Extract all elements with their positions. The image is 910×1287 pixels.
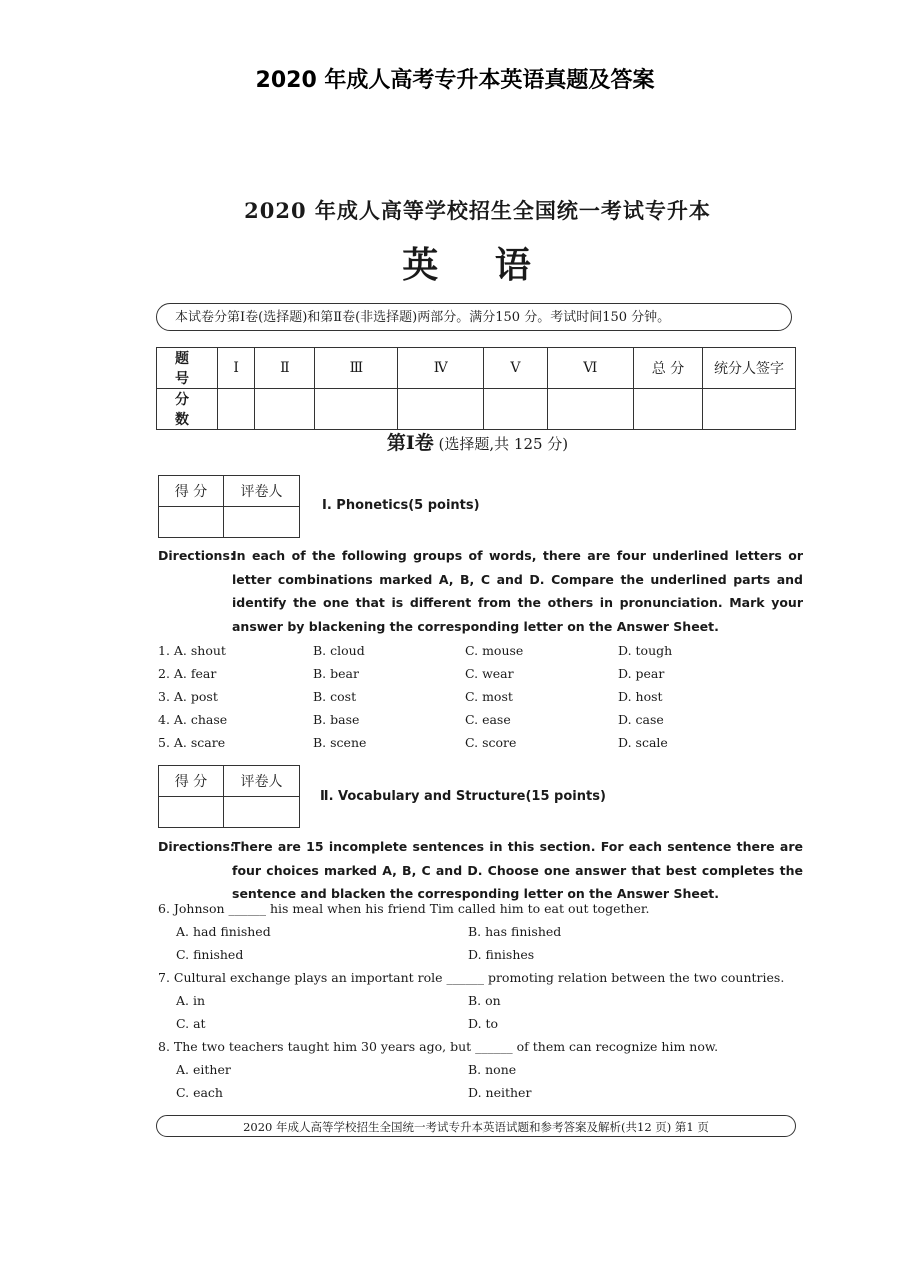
grader-reviewer-cell[interactable] [224,797,300,828]
exam-notice: 本试卷分第Ⅰ卷(选择题)和第Ⅱ卷(非选择题)两部分。满分150 分。考试时间150 分钟。 [156,303,792,331]
score-cell: Ⅵ [547,348,633,389]
question-row [158,731,803,754]
option: C. score [465,735,517,750]
score-table [156,347,796,430]
option: C. finished [176,947,244,962]
section-phonetics-heading: Ⅰ. Phonetics(5 points) [322,498,480,513]
grader-score-label: 得 分 [159,766,224,797]
option: B. none [468,1062,517,1077]
grader-score-cell[interactable] [159,507,224,538]
part-one-title [150,428,805,455]
option: B. base [313,712,360,727]
directions-text: In each of the following groups of words, there are four underlined letters or letter combinations marked A, B, C and D. Compare the underlined parts and identify the one that is different from the others in pronunciation. Mark your answer by blackening the corresponding letter on the Answer Sheet. [232,548,803,634]
score-cell: Ⅰ [218,348,255,389]
option: 2. A. fear [158,666,217,681]
option: C. ease [465,712,511,727]
question-row [158,685,803,708]
grader-box-1 [158,475,300,538]
score-input-cell[interactable] [315,389,398,430]
scanned-exam-page [150,185,805,1145]
option: C. wear [465,666,514,681]
option: D. neither [468,1085,532,1100]
grader-reviewer-cell[interactable] [224,507,300,538]
score-cell: 统分人签字 [703,348,796,389]
score-input-cell[interactable] [547,389,633,430]
option: C. each [176,1085,223,1100]
grader-reviewer-label: 评卷人 [224,476,300,507]
page-footer: 2020 年成人高等学校招生全国统一考试专升本英语试题和参考答案及解析(共12 页) 第1 页 [156,1115,796,1137]
option: B. has finished [468,924,562,939]
option-row [158,989,803,1012]
directions-label: Directions: [158,839,235,854]
directions-label: Directions: [158,548,235,563]
grader-box-2 [158,765,300,828]
score-input-cell[interactable] [255,389,315,430]
question-row [158,639,803,662]
option: B. scene [313,735,367,750]
score-input-cell[interactable] [398,389,484,430]
option: D. host [618,689,663,704]
score-cell: Ⅴ [484,348,548,389]
section-vocabulary-directions [158,835,803,906]
option-row [158,1012,803,1035]
document-title: 2020 年成人高考专升本英语真题及答案 [255,68,655,93]
option: 1. A. shout [158,643,226,658]
option: 4. A. chase [158,712,228,727]
score-table-score-row [157,389,796,430]
question-stem: 6. Johnson ______ his meal when his friend Tim called him to eat out together. [158,901,650,916]
option: C. mouse [465,643,524,658]
score-cell: Ⅱ [255,348,315,389]
option: B. cloud [313,643,365,658]
option: D. to [468,1016,499,1031]
question-row [158,662,803,685]
option: 3. A. post [158,689,218,704]
question-stem: 8. The two teachers taught him 30 years ago, but ______ of them can recognize him now. [158,1039,719,1054]
part-one-label: 第Ⅰ卷 [386,432,434,454]
option: D. tough [618,643,673,658]
option-row [158,1058,803,1081]
score-cell: 总 分 [634,348,703,389]
subject-title: 英 语 [402,244,553,286]
exam-title: 2020 年成人高等学校招生全国统一考试专升本 [244,198,711,223]
option: B. on [468,993,501,1008]
part-one-note: (选择题,共 125 分) [438,435,569,453]
option: B. cost [313,689,357,704]
option-row [158,920,803,943]
option: D. case [618,712,664,727]
option: A. had finished [176,924,271,939]
directions-text: There are 15 incomplete sentences in this section. For each sentence there are four choices marked A, B, C and D. Choose one answer that best completes the sentence and blacken the corresponding letter on the Answer Sheet. [232,839,803,901]
option: A. either [176,1062,231,1077]
score-cell: Ⅳ [398,348,484,389]
option: B. bear [313,666,359,681]
score-cell: 题 号 [157,348,218,389]
option-row [158,1081,803,1104]
score-input-cell[interactable] [484,389,548,430]
score-cell: Ⅲ [315,348,398,389]
score-cell: 分 数 [157,389,218,430]
grader-reviewer-label: 评卷人 [224,766,300,797]
option-row [158,943,803,966]
score-input-cell[interactable] [634,389,703,430]
score-input-cell[interactable] [218,389,255,430]
option: C. at [176,1016,206,1031]
option: D. scale [618,735,668,750]
option: D. pear [618,666,665,681]
section-phonetics-directions [158,544,803,638]
score-table-header-row [157,348,796,389]
option: C. most [465,689,513,704]
section-vocabulary-heading: Ⅱ. Vocabulary and Structure(15 points) [320,789,606,804]
option: A. in [176,993,206,1008]
question-stem: 7. Cultural exchange plays an important role ______ promoting relation between the two countries. [158,970,785,985]
question-row [158,708,803,731]
grader-score-label: 得 分 [159,476,224,507]
option: 5. A. scare [158,735,226,750]
option: D. finishes [468,947,535,962]
grader-score-cell[interactable] [159,797,224,828]
score-input-cell[interactable] [703,389,796,430]
